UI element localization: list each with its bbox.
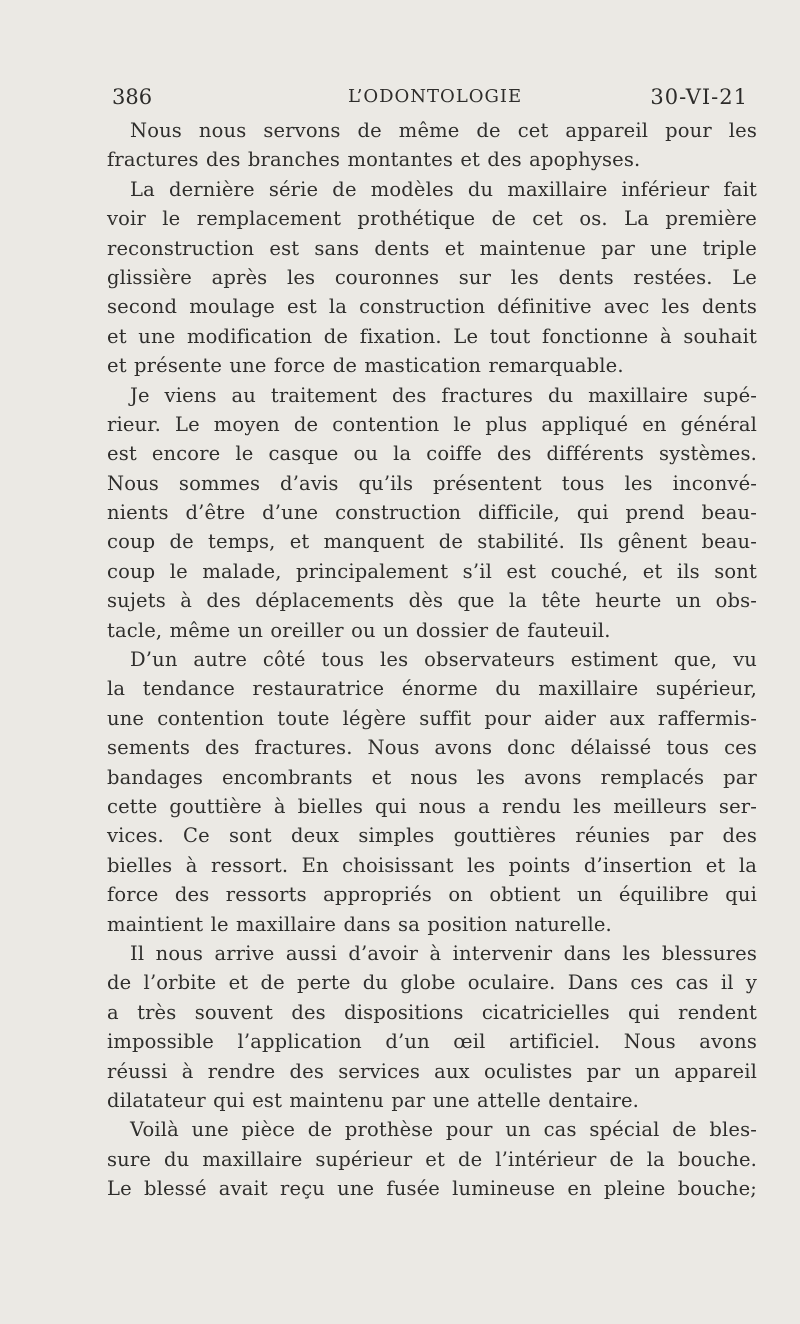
text-line: impossible l’application d’un œil artificiel. Nous avons — [107, 1030, 757, 1054]
text-line: sure du maxillaire supérieur et de l’intérieur de la bouche. — [107, 1147, 757, 1171]
text-line: est encore le casque ou la coiffe des différents systèmes. — [107, 442, 757, 466]
text-line: et présente une force de mastication remarquable. — [107, 354, 624, 378]
text-line: nients d’être d’une construction difficile, qui prend beau- — [107, 501, 757, 525]
text-line: fractures des branches montantes et des apophyses. — [107, 148, 641, 172]
text-line: force des ressorts appropriés on obtient un équilibre qui — [107, 883, 757, 907]
text-line: La dernière série de modèles du maxillaire inférieur fait — [130, 177, 757, 201]
text-line: vices. Ce sont deux simples gouttières réunies par des — [107, 824, 757, 848]
text-line: second moulage est la construction définitive avec les dents — [107, 295, 757, 319]
text-line: et une modification de fixation. Le tout fonctionne à souhait — [107, 324, 757, 348]
issue-date: 30-VI-21 — [650, 85, 748, 109]
text-line: rieur. Le moyen de contention le plus appliqué en général — [107, 412, 757, 436]
text-line: Je viens au traitement des fractures du maxillaire supé- — [130, 383, 757, 407]
text-line: la tendance restauratrice énorme du maxillaire supérieur, — [107, 677, 757, 701]
text-line: cette gouttière à bielles qui nous a rendu les meilleurs ser- — [107, 794, 757, 818]
text-line: coup de temps, et manquent de stabilité. Ils gênent beau- — [107, 530, 757, 554]
text-line: sements des fractures. Nous avons donc délaissé tous ces — [107, 736, 757, 760]
text-line: bandages encombrants et nous les avons remplacés par — [107, 765, 757, 789]
text-line: bielles à ressort. En choisissant les points d’insertion et la — [107, 853, 757, 877]
text-line: dilatateur qui est maintenu par une attelle dentaire. — [107, 1088, 639, 1112]
text-line: Il nous arrive aussi d’avoir à intervenir dans les blessures — [130, 941, 757, 965]
text-line: voir le remplacement prothétique de cet os. La première — [107, 207, 757, 231]
text-line: une contention toute légère suffit pour aider aux raffermis- — [107, 706, 757, 730]
text-line: tacle, même un oreiller ou un dossier de fauteuil. — [107, 618, 611, 642]
text-line: de l’orbite et de perte du globe oculaire. Dans ces cas il y — [107, 971, 757, 995]
text-line: D’un autre côté tous les observateurs estiment que, vu — [130, 648, 757, 672]
running-header — [112, 82, 748, 112]
text-line: Voilà une pièce de prothèse pour un cas spécial de bles- — [130, 1118, 757, 1142]
page-number: 386 — [112, 85, 153, 109]
text-line: sujets à des déplacements dès que la tête heurte un obs- — [107, 589, 757, 613]
text-line: coup le malade, principalement s’il est couché, et ils sont — [107, 559, 757, 583]
text-line: maintient le maxillaire dans sa position naturelle. — [107, 912, 612, 936]
text-line: glissière après les couronnes sur les dents restées. Le — [107, 265, 757, 289]
text-line: Le blessé avait reçu une fusée lumineuse en pleine bouche; — [107, 1177, 757, 1201]
text-line: Nous sommes d’avis qu’ils présentent tous les inconvé- — [107, 471, 757, 495]
journal-title: L’ODONTOLOGIE — [348, 86, 523, 107]
article-text — [107, 116, 757, 1203]
text-line: réussi à rendre des services aux oculistes par un appareil — [107, 1059, 757, 1083]
text-line: a très souvent des dispositions cicatricielles qui rendent — [107, 1000, 757, 1024]
text-line: Nous nous servons de même de cet appareil pour les — [130, 119, 757, 142]
text-line: reconstruction est sans dents et maintenue par une triple — [107, 236, 757, 260]
